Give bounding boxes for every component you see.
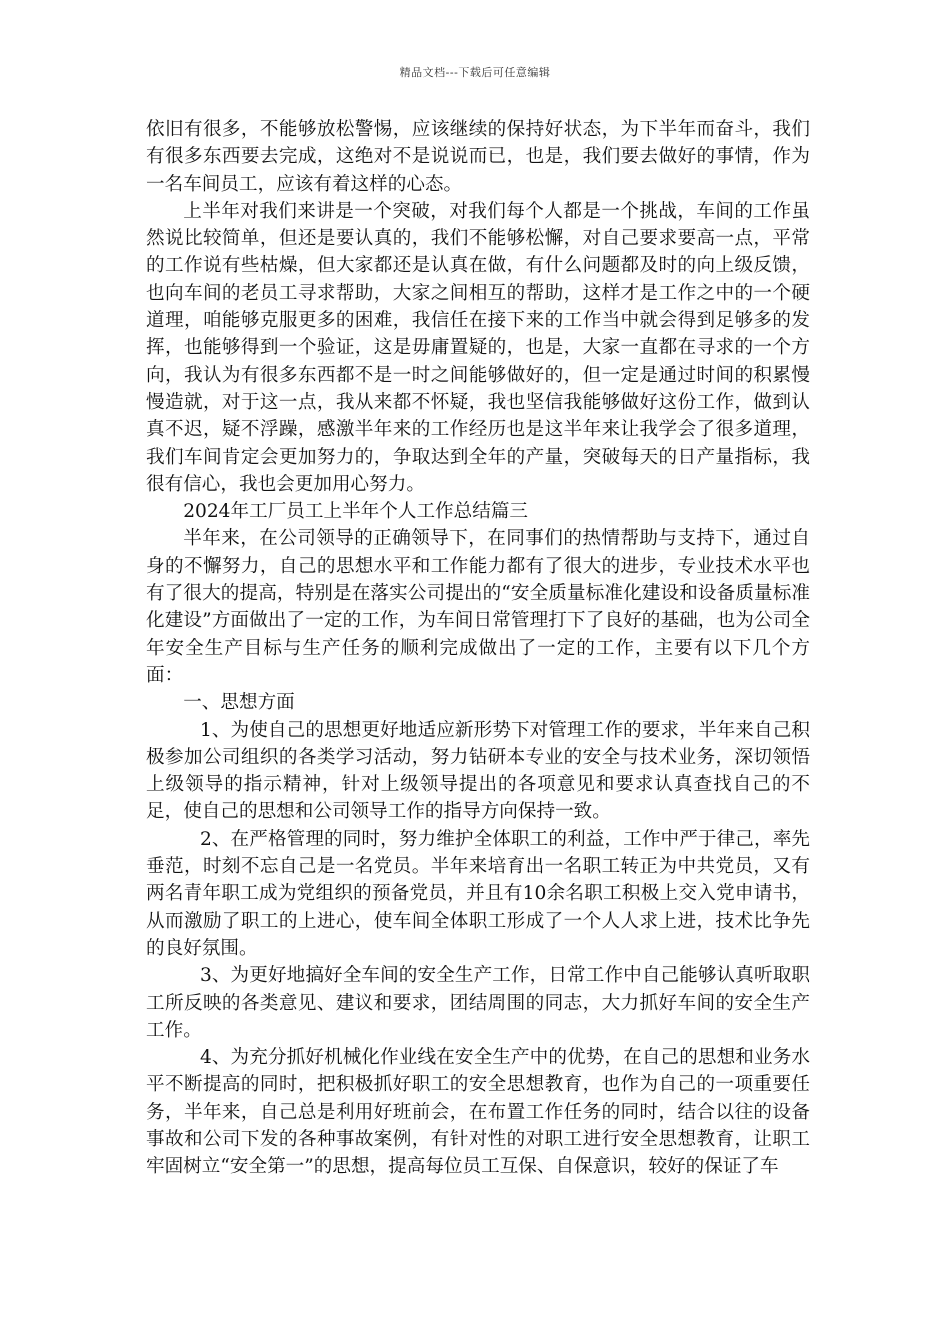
page-header: 精品文档---下载后可任意编辑	[399, 66, 551, 79]
paragraph: 半年来，在公司领导的正确领导下，在同事们的热情帮助与支持下，通过自身的不懈努力，自己的思想水平和工作能力都有了很大的进步，专业技术水平也有了很大的提高，特别是在落实公司提出的“安全质量标准化建设和设备质量标准化建设”方面做出了一定的工作，为车间日常管理打下了良好的基础，也为公司全年安全生产目标与生产任务的顺利完成做出了一定的工作，主要有以下几个方面：	[146, 528, 810, 686]
section-title: 2024年工厂员工上半年个人工作总结篇三	[183, 501, 529, 523]
paragraph-continuation: 依旧有很多，不能够放松警惕，应该继续的保持好状态，为下半年而奋斗，我们有很多东西要去完成，这绝对不是说说而已，也是，我们要去做好的事情，作为一名车间员工，应该有着这样的心态。	[146, 119, 810, 195]
document-body	[146, 116, 810, 1181]
list-item: 3、为更好地搞好全车间的安全生产工作，日常工作中自己能够认真听取职工所反映的各类意见、建议和要求，团结周围的同志，大力抓好车间的安全生产工作。	[146, 965, 810, 1041]
list-item: 4、为充分抓好机械化作业线在安全生产中的优势，在自己的思想和业务水平不断提高的同时，把积极抓好职工的安全思想教育，也作为自己的一项重要任务，半年来，自己总是利用好班前会，在布置工作任务的同时，结合以往的设备事故和公司下发的各种事故案例，有针对性的对职工进行安全思想教育，让职工牢固树立“安全第一”的思想，提高每位员工互保、自保意识，较好的保证了车	[146, 1047, 810, 1178]
list-item: 1、为使自己的思想更好地适应新形势下对管理工作的要求，半年来自己积极参加公司组织的各类学习活动，努力钻研本专业的安全与技术业务，深切领悟上级领导的指示精神，针对上级领导提出的各项意见和要求认真查找自己的不足，使自己的思想和公司领导工作的指导方向保持一致。	[146, 719, 810, 823]
paragraph: 上半年对我们来讲是一个突破，对我们每个人都是一个挑战，车间的工作虽然说比较简单，但还是要认真的，我们不能够松懈，对自己要求要高一点，平常的工作说有些枯燥，但大家都还是认真在做，有什么问题都及时的向上级反馈，也向车间的老员工寻求帮助，大家之间相互的帮助，这样才是工作之中的一个硬道理，咱能够克服更多的困难，我信任在接下来的工作当中就会得到足够多的发挥，也能够得到一个验证，这是毋庸置疑的，也是，大家一直都在寻求的一个方向，我认为有很多东西都不是一时之间能够做好的，但一定是通过时间的积累慢慢造就，对于这一点，我从来都不怀疑，我也坚信我能够做好这份工作，做到认真不迟，疑不浮躁，感激半年来的工作经历也是这半年来让我学会了很多道理，我们车间肯定会更加努力的，争取达到全年的产量，突破每天的日产量指标，我很有信心，我也会更加用心努力。	[146, 200, 810, 495]
list-item: 2、在严格管理的同时，努力维护全体职工的利益，工作中严于律己，率先垂范，时刻不忘自己是一名党员。半年来培育出一名职工转正为中共党员，又有两名青年职工成为党组织的预备党员，并且有10余名职工积极上交入党申请书，从而激励了职工的上进心，使车间全体职工形成了一个人人求上进，技术比争先的良好氛围。	[146, 828, 810, 959]
subsection-heading: 一、思想方面	[183, 692, 295, 714]
